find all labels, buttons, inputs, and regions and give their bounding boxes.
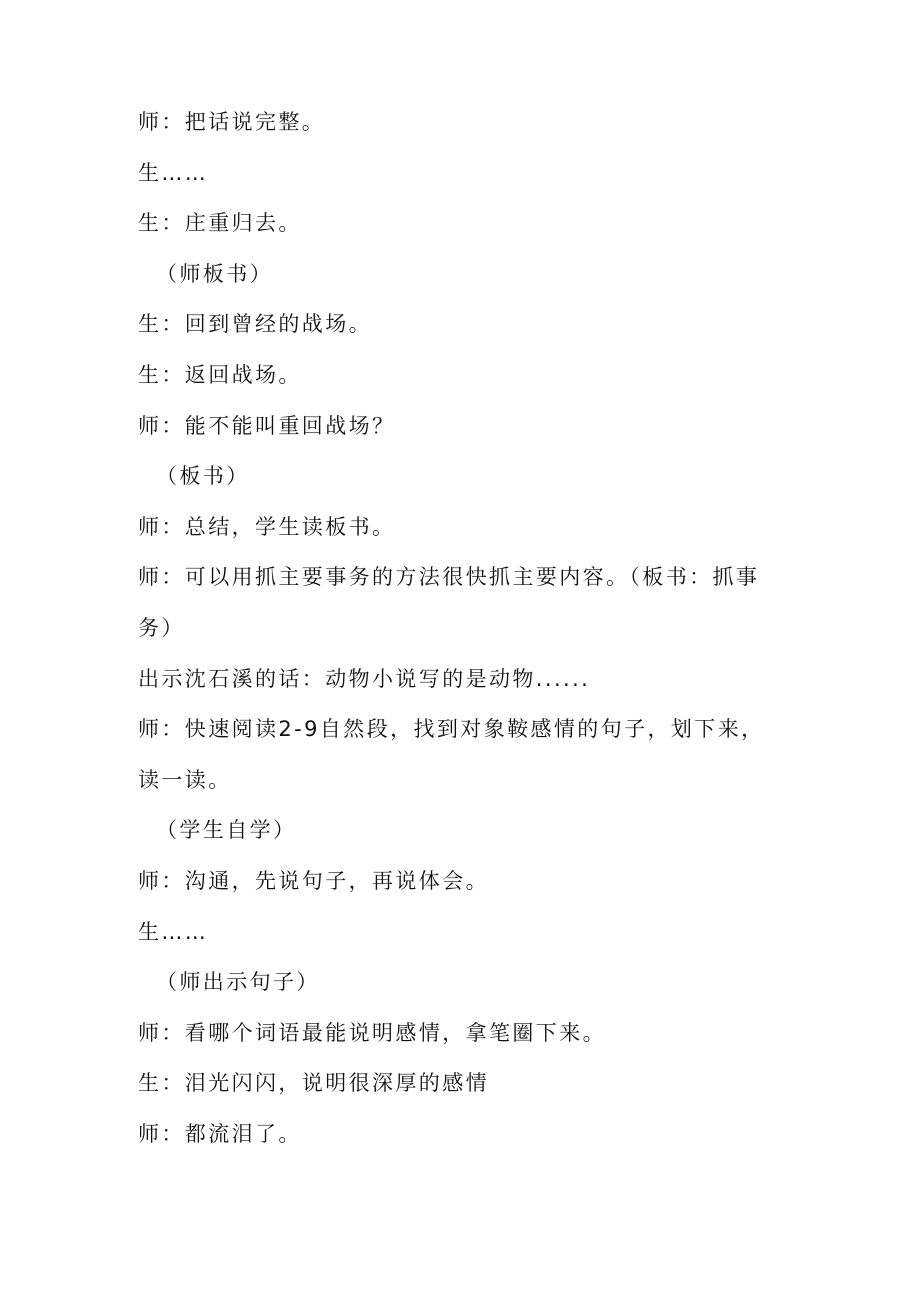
document-body bbox=[138, 110, 778, 1172]
text-line: 师：都流泪了。 bbox=[138, 1121, 302, 1146]
text-line: 生…… bbox=[138, 919, 209, 944]
text-line: （师板书） bbox=[156, 261, 273, 286]
text-line: 出示沈石溪的话：动物小说写的是动物...... bbox=[138, 666, 591, 691]
text-line: 师：沟通，先说句子，再说体会。 bbox=[138, 868, 489, 893]
text-line: （师出示句子） bbox=[156, 970, 320, 995]
text-line: 生：返回战场。 bbox=[138, 362, 302, 387]
text-line: 师：总结，学生读板书。 bbox=[138, 514, 396, 539]
text-line: 读一读。 bbox=[138, 767, 232, 792]
text-line: 师：可以用抓主要事务的方法很快抓主要内容。（板书：抓事 bbox=[138, 565, 760, 590]
text-line: 务） bbox=[138, 615, 185, 640]
text-line: 生：泪光闪闪，说明很深厚的感情 bbox=[138, 1071, 489, 1096]
text-line: 生…… bbox=[138, 160, 209, 185]
text-line: （学生自学） bbox=[156, 818, 297, 843]
text-line: 师：快速阅读2-9自然段，找到对象鞍感情的句子，划下来， bbox=[138, 717, 765, 742]
text-line: （板书） bbox=[156, 464, 250, 489]
text-line: 师：能不能叫重回战场？ bbox=[138, 413, 396, 438]
text-line: 生：庄重归去。 bbox=[138, 211, 302, 236]
text-line: 生：回到曾经的战场。 bbox=[138, 312, 372, 337]
text-line: 师：把话说完整。 bbox=[138, 110, 326, 134]
text-line: 师：看哪个词语最能说明感情，拿笔圈下来。 bbox=[138, 1020, 606, 1045]
